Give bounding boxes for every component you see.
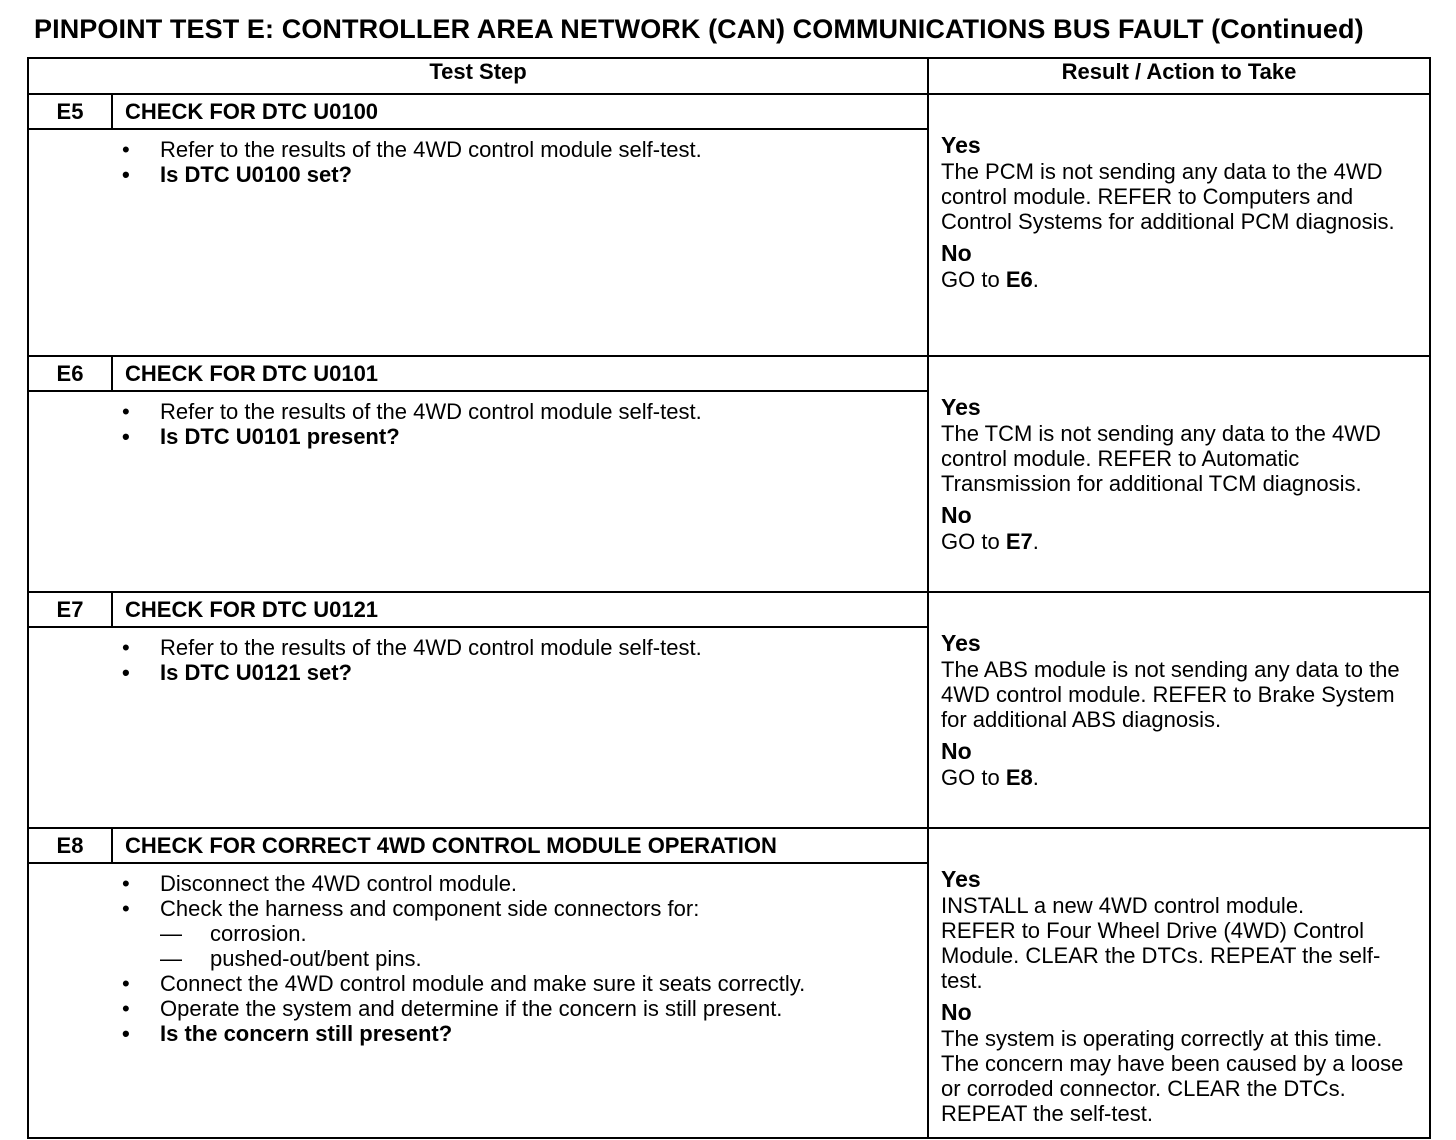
no-text: GO to E6. — [941, 267, 1039, 292]
table-header-row — [28, 58, 1430, 94]
action-item: • Operate the system and determine if the concern is still present. — [122, 996, 902, 1021]
no-label: No — [941, 240, 972, 266]
step-question: • Is DTC U0100 set? — [122, 162, 927, 187]
no-text: The system is operating correctly at this time. The concern may have been caused by a loose or corroded connector. CLEAR the DTCs. REPEAT the self-test. — [941, 1026, 1404, 1126]
yes-label: Yes — [941, 394, 981, 420]
step-question: • Is DTC U0121 set? — [122, 660, 927, 685]
yes-text: INSTALL a new 4WD control module. REFER to Four Wheel Drive (4WD) Control Module. CLEAR the DTCs. REPEAT the self-test. — [941, 893, 1381, 993]
page-title: PINPOINT TEST E: CONTROLLER AREA NETWORK (CAN) COMMUNICATIONS BUS FAULT (Continued) — [34, 14, 1364, 44]
step-id: E7 — [28, 592, 112, 627]
action-item: • Refer to the results of the 4WD control module self-test. — [122, 137, 927, 162]
step-id: E5 — [28, 94, 112, 129]
step-title-row — [28, 592, 1430, 627]
step-title-row — [28, 356, 1430, 391]
pinpoint-test-table — [27, 57, 1431, 1139]
sub-list — [160, 921, 902, 971]
yes-text: The ABS module is not sending any data to the 4WD control module. REFER to Brake System for additional ABS diagnosis. — [941, 657, 1400, 732]
yes-label: Yes — [941, 630, 981, 656]
step-question: • Is the concern still present? — [122, 1021, 902, 1046]
step-title-row — [28, 828, 1430, 863]
step-title: CHECK FOR DTC U0101 — [112, 356, 928, 391]
action-item: • Disconnect the 4WD control module. — [122, 871, 902, 896]
step-result — [928, 94, 1430, 356]
step-id: E8 — [28, 828, 112, 863]
no-text: GO to E8. — [941, 765, 1039, 790]
no-label: No — [941, 999, 972, 1025]
step-title: CHECK FOR DTC U0121 — [112, 592, 928, 627]
action-item: • Check the harness and component side connectors for: — corrosion. — pushed-out/bent pins. — [122, 896, 902, 971]
step-title: CHECK FOR CORRECT 4WD CONTROL MODULE OPERATION — [112, 828, 928, 863]
yes-label: Yes — [941, 866, 981, 892]
sub-item: — pushed-out/bent pins. — [160, 946, 422, 971]
no-label: No — [941, 738, 972, 764]
step-question: • Is DTC U0101 present? — [122, 424, 927, 449]
step-result — [928, 356, 1430, 592]
step-result — [928, 828, 1430, 1138]
step-actions — [112, 129, 928, 356]
no-text: GO to E7. — [941, 529, 1039, 554]
sub-item: — corrosion. — [160, 921, 307, 946]
action-item: • Refer to the results of the 4WD control module self-test. — [122, 635, 927, 660]
step-title: CHECK FOR DTC U0100 — [112, 94, 928, 129]
step-result — [928, 592, 1430, 828]
action-item: • Connect the 4WD control module and make sure it seats correctly. — [122, 971, 902, 996]
step-actions — [112, 863, 928, 1138]
yes-label: Yes — [941, 132, 981, 158]
step-actions — [112, 627, 928, 828]
step-actions — [112, 391, 928, 592]
step-id: E6 — [28, 356, 112, 391]
no-label: No — [941, 502, 972, 528]
action-item: • Refer to the results of the 4WD control module self-test. — [122, 399, 927, 424]
test-step-header: Test Step — [28, 58, 928, 94]
yes-text: The TCM is not sending any data to the 4WD control module. REFER to Automatic Transmission for additional TCM diagnosis. — [941, 421, 1381, 496]
result-action-header: Result / Action to Take — [928, 58, 1430, 94]
yes-text: The PCM is not sending any data to the 4WD control module. REFER to Computers and Control Systems for additional PCM diagnosis. — [941, 159, 1395, 234]
step-title-row — [28, 94, 1430, 129]
